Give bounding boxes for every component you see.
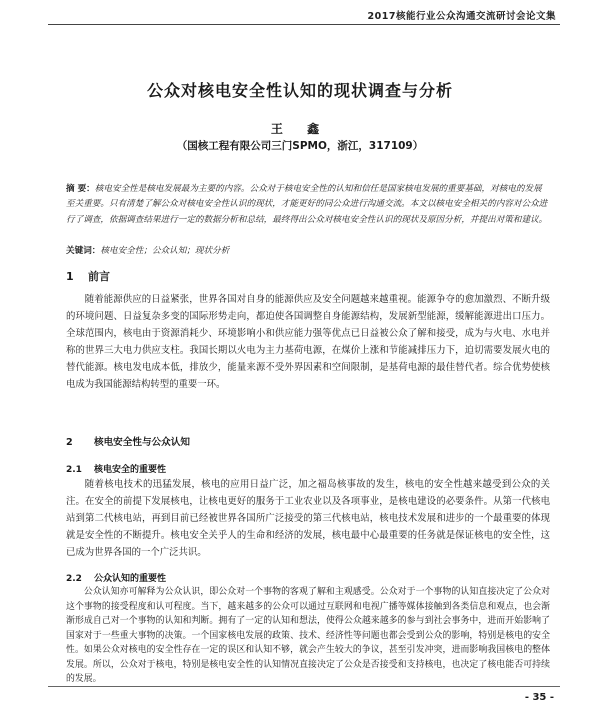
- section-2-title: 核电安全性与公众认知: [94, 437, 190, 448]
- section-1-title: 前言: [88, 270, 110, 283]
- article-affiliation: （国核工程有限公司三门SPMO，浙江，317109）: [176, 140, 424, 152]
- article-author: 王 鑫: [270, 122, 330, 136]
- section-2-number: 2: [66, 437, 73, 448]
- keywords-label: 关键词：: [66, 246, 101, 256]
- section-2-2-number: 2.2: [66, 574, 82, 584]
- section-2-2-heading: [66, 571, 166, 584]
- section-2-1-heading: [66, 462, 166, 475]
- section-1-number: 1: [66, 270, 74, 283]
- abstract-label: 摘 要：: [66, 184, 95, 194]
- section-1-paragraph: 随着能源供应的日益紧张，世界各国对自身的能源供应及安全问题越来越重视。能源争夺的愈加激烈、不断升级的环境问题、日益复杂多变的国际形势走向，都迫使各国调整自身能源结构，发展新型能源，缓解能源进出口压力。全球范围内，核电由于资源消耗少、环境影响小和供应能力强等优点已日益被公众了解和接受，成为与火电、水电并称的世界三大电力供应支柱。我国长期以火电为主力基荷电源，在煤价上涨和节能减排压力下，迫切需要发展火电的替代能源。核电发电成本低，排放少，能量来源不受外界因素和空间限制，是基荷电源的最佳替代者。综合优势使核电成为我国能源结构转型的重要一环。: [66, 294, 550, 390]
- article-title: 公众对核电安全性认知的现状调查与分析: [146, 81, 453, 100]
- page-number: - 35 -: [524, 692, 554, 703]
- section-2-2-paragraph: 公众认知亦可解释为公众认识，即公众对一个事物的客观了解和主观感受。公众对于一个事物的认知直接决定了公众对这个事物的接受程度和认可程度。当下，越来越多的公众可以通过互联网和电视广播等媒体接触到各类信息和观点，也会渐渐形成自己对一个事物的认知和判断。拥有了一定的认知和想法，使得公众越来越多的参与到社会事务中，进而开始影响了国家对于一些重大事物的决策。一个国家核电发展的政策、技术、经济性等问题也都会受到公众的影响，特别是核电的安全性。如果公众对核电的安全性存在一定的误区和认知不够，就会产生较大的争议，甚至引发冲突，进而影响我国核电的整体发展。所以，公众对于核电，特别是核电安全性的认知情况直接决定了公众是否接受和支持核电，也决定了核电能否可持续的发展。: [66, 587, 550, 684]
- footer-rule: [48, 686, 560, 687]
- keywords: [66, 244, 550, 258]
- section-2-heading: [66, 434, 190, 448]
- abstract-text: 核电安全性是核电发展最为主要的内容。公众对于核电安全性的认知和信任是国家核电发展的重要基础，对核电的发展至关重要。只有清楚了解公众对核电安全性认识的现状，才能更好的同公众进行沟通交流。本文以核电安全相关的内容对公众进行了调查，依据调查结果进行一定的数据分析和总结，最终得出公众对核电安全性认识的现状及原因分析，并提出对策和建议。: [66, 184, 548, 225]
- section-1-heading: [66, 268, 110, 284]
- header-rule: [48, 24, 560, 25]
- section-2-1-title: 核电安全的重要性: [94, 465, 167, 475]
- running-head: 2017核能行业公众沟通交流研讨会论文集: [367, 11, 556, 22]
- keywords-text: 核电安全性；公众认知；现状分析: [100, 246, 230, 256]
- section-2-2-title: 公众认知的重要性: [94, 574, 167, 584]
- abstract: [66, 182, 550, 228]
- section-2-1-paragraph: 随着核电技术的迅猛发展，核电的应用日益广泛，加之福岛核事故的发生，核电的安全性越来越受到公众的关注。在安全的前提下发展核电，让核电更好的服务于工业农业以及各项事业，是核电建设的必要条件。从第一代核电站到第二代核电站，再到目前已经被世界各国所广泛接受的第三代核电站，核电技术发展和进步的一个最重要的体现就是安全性的不断提升。核电安全关乎人的生命和经济的发展，核电最中心最重要的任务就是保证核电的安全性，这已成为世界各国的一个广泛共识。: [66, 479, 550, 558]
- section-2-1-number: 2.1: [66, 465, 82, 475]
